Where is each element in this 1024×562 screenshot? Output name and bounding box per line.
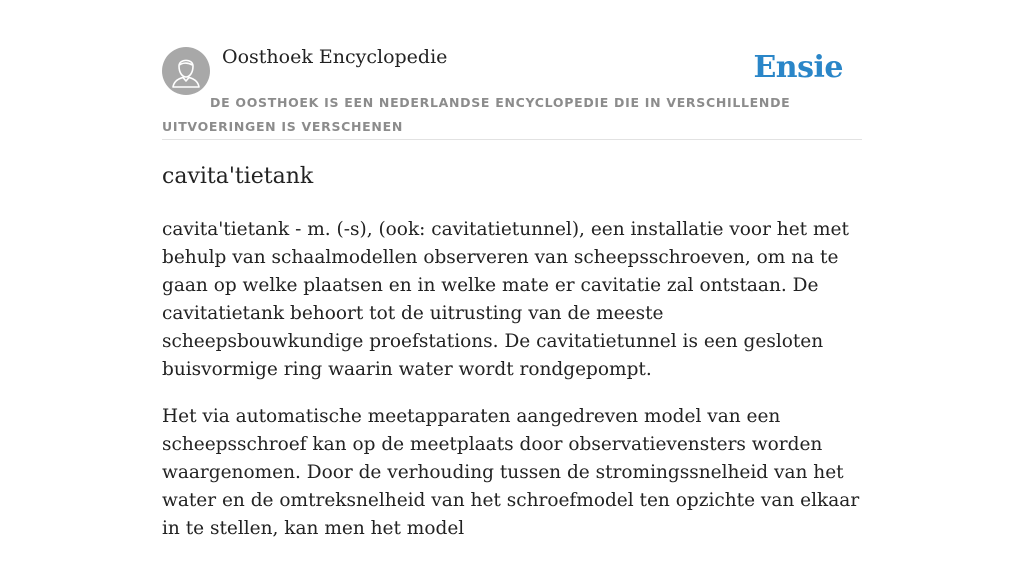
page (162, 0, 862, 539)
article-paragraph: Het via automatische meetapparaten aangedreven model van een scheepsschroef kan op de meetplaats door observatievensters worden waargenomen. Door de verhouding tussen de stromingssnelheid van het water en de omtreksnelheid van het schroefmodel ten opzichte van elkaar in te stellen, kan men het model (162, 406, 860, 539)
site-tagline: DE OOSTHOEK IS EEN NEDERLANDSE ENCYCLOPEDIE DIE IN VERSCHILLENDE UITVOERINGEN IS VERSCHENEN (162, 95, 791, 134)
user-silhouette-icon[interactable] (162, 47, 210, 95)
site-title[interactable]: Oosthoek Encyclopedie (222, 46, 448, 68)
article-body (162, 216, 862, 562)
article-title: cavita'tietank (162, 164, 314, 189)
site-header (162, 0, 862, 140)
article-paragraph: cavita'tietank - m. (-s), (ook: cavitatietunnel), een installatie voor het met behulp van schaalmodellen observeren van scheepsschroeven, om na te gaan op welke plaatsen en in welke mate er cavitatie zal ontstaan. De cavitatietank behoort tot de uitrusting van de meeste scheepsbouwkundige proefstations. De cavitatietunnel is een gesloten buisvormige ring waarin water wordt rondgepompt. (162, 219, 849, 380)
brand-logo-link[interactable]: Ensie (753, 50, 843, 85)
